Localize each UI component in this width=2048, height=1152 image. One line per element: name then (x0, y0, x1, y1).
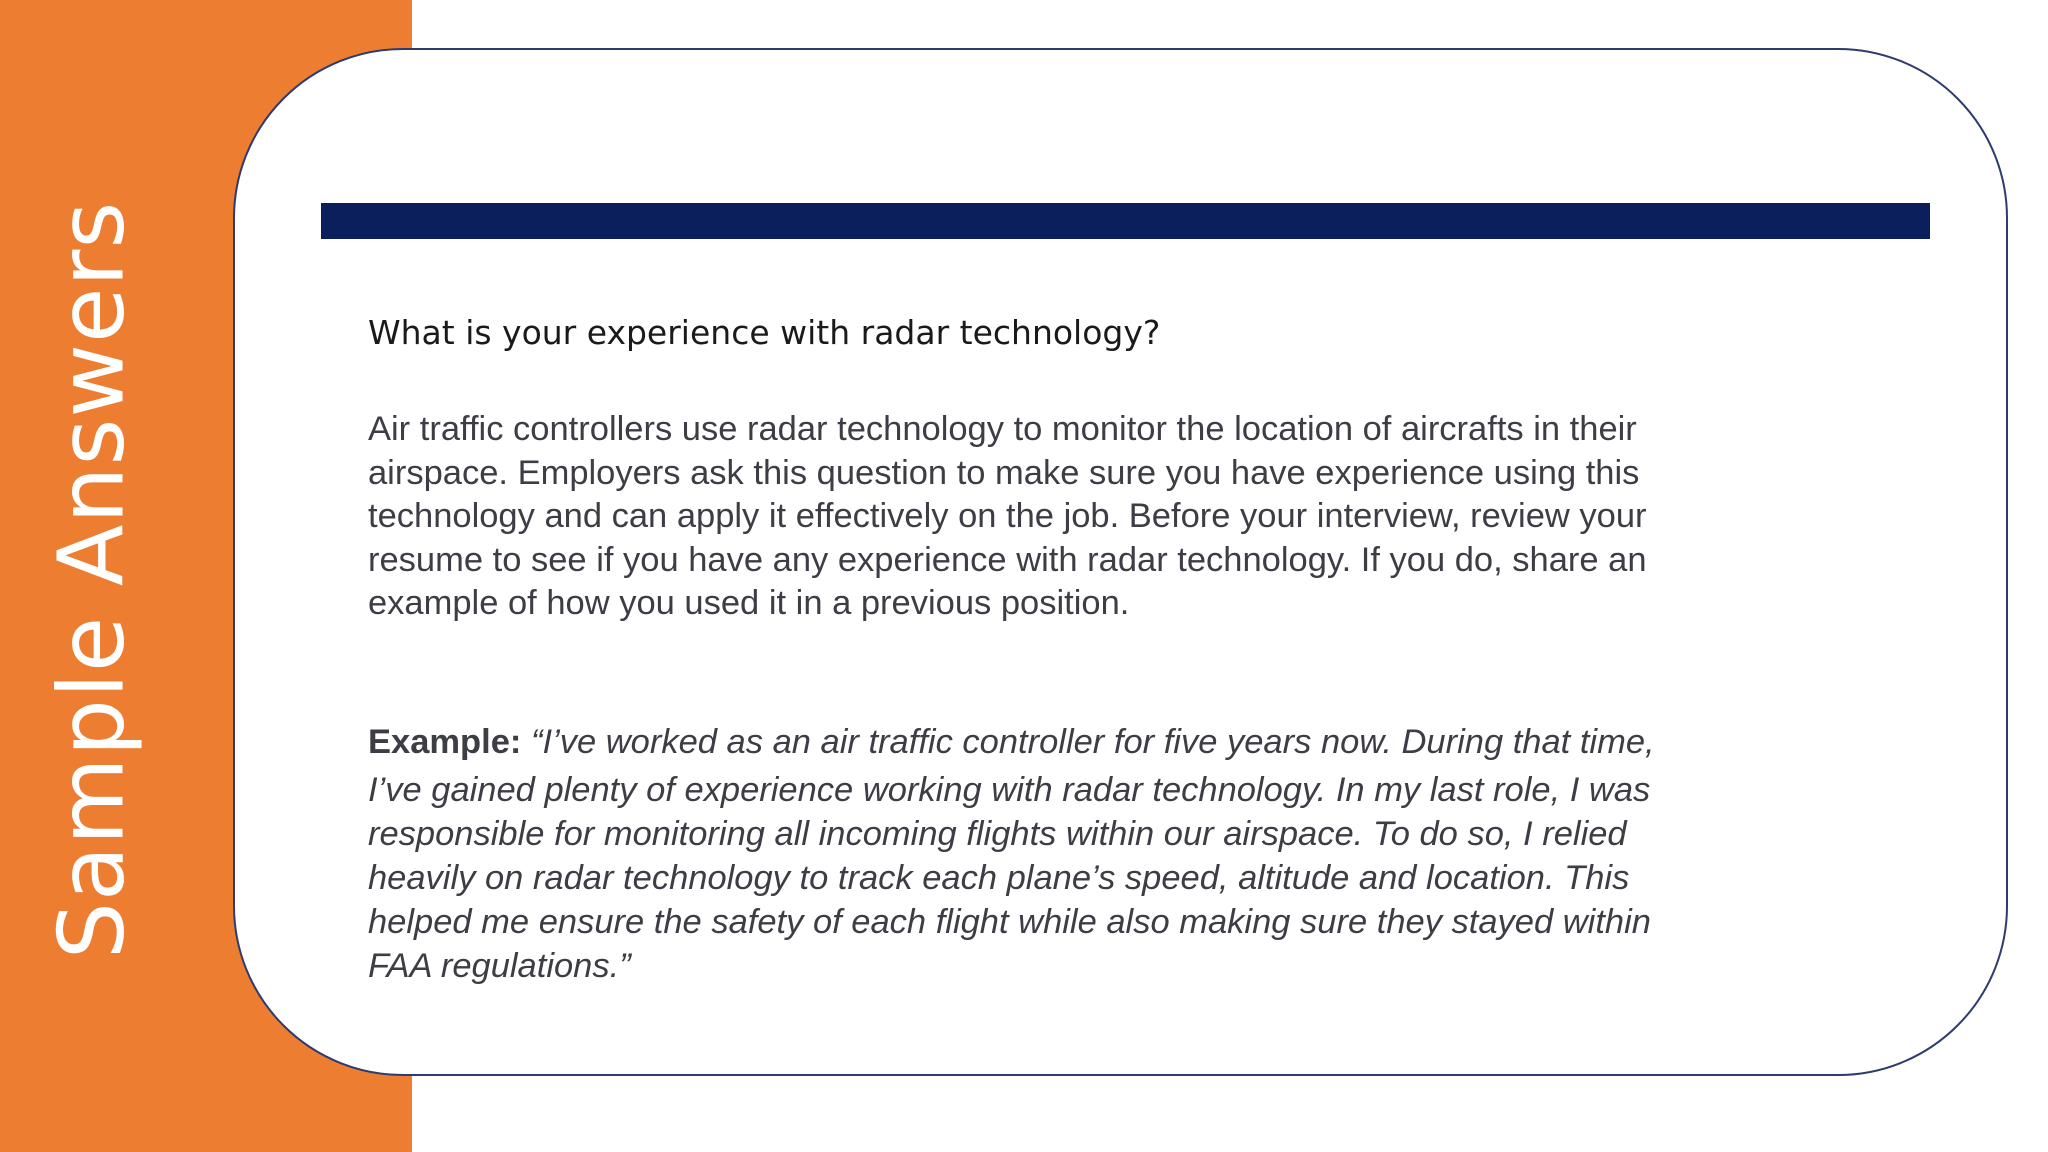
answer-line: resume to see if you have any experience with radar technology. If you do, share an (368, 540, 1647, 579)
example-label: Example: (368, 723, 522, 761)
answer-line: technology and can apply it effectively on the job. Before your interview, review your (368, 497, 1647, 535)
example-line: I’ve gained plenty of experience working with radar technology. In my last role, I was (368, 771, 1651, 809)
example-line: FAA regulations.” (368, 947, 631, 985)
example-paragraph (368, 720, 1868, 988)
example-text: “I’ve worked as an air traffic controller for five years now. During that time, (531, 723, 1655, 761)
example-line (368, 720, 1868, 764)
answer-line: Air traffic controllers use radar technology to monitor the location of aircrafts in their (368, 410, 1637, 448)
question-heading: What is your experience with radar technology? (368, 313, 1161, 352)
answer-paragraph (368, 408, 1868, 626)
header-bar (321, 203, 1930, 239)
example-line: responsible for monitoring all incoming flights within our airspace. To do so, I relied (368, 815, 1627, 853)
answer-line: airspace. Employers ask this question to make sure you have experience using this (368, 453, 1640, 492)
example-line: heavily on radar technology to track each plane’s speed, altitude and location. This (368, 859, 1630, 897)
content-card (233, 48, 2008, 1076)
answer-line: example of how you used it in a previous position. (368, 584, 1130, 622)
example-line: helped me ensure the safety of each flight while also making sure they stayed within (368, 903, 1651, 941)
side-title: Sample Answers (39, 200, 145, 960)
